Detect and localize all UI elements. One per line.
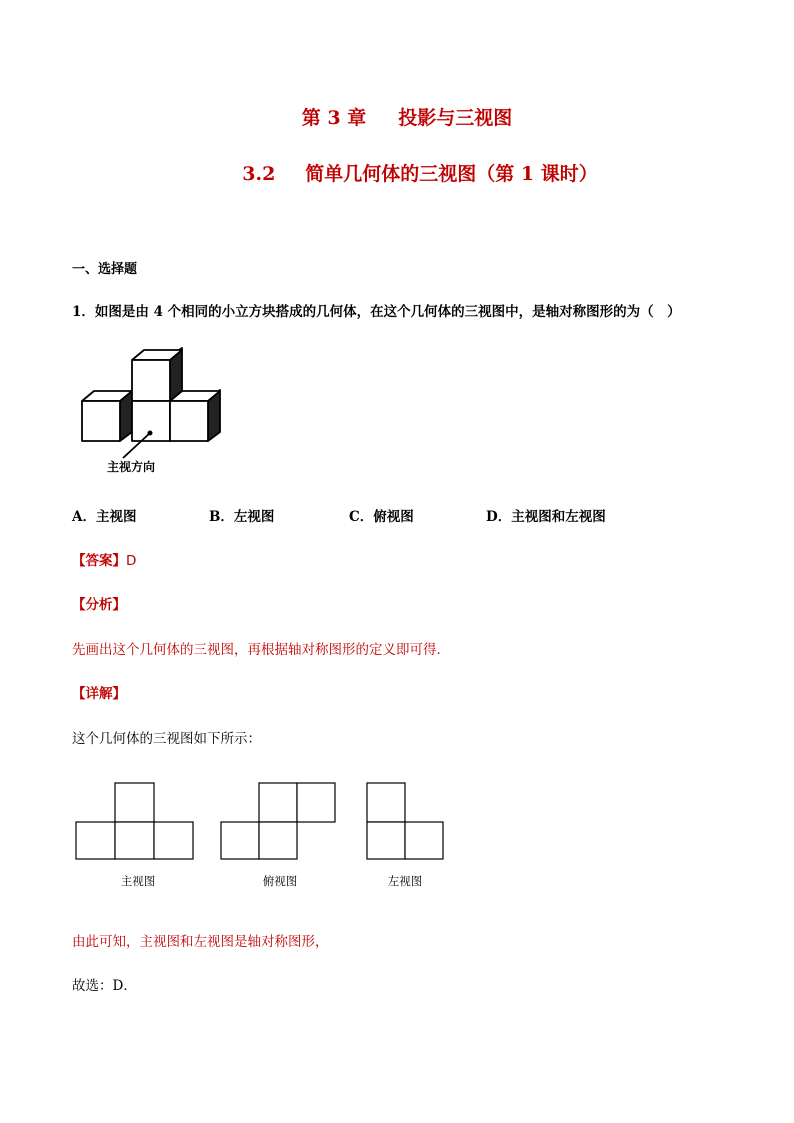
option-c: C．俯视图 xyxy=(349,509,414,525)
left-view xyxy=(367,783,443,859)
answer-tag: 【答案】 xyxy=(72,553,126,569)
question-text: 1．如图是由 4 个相同的小立方块搭成的几何体，在这个几何体的三视图中，是轴对称图形的为（ ） xyxy=(72,304,681,320)
top-view-label: 俯视图 xyxy=(262,874,298,888)
top-view xyxy=(221,783,335,859)
direction-dot xyxy=(148,431,153,436)
front-view-label: 主视图 xyxy=(120,874,156,888)
left-view-label: 左视图 xyxy=(387,874,423,888)
detail-final: 故选：D． xyxy=(72,978,137,994)
cube-figure xyxy=(75,345,225,480)
chapter-title xyxy=(0,103,794,130)
section-heading: 一、选择题 xyxy=(72,262,138,277)
front-view xyxy=(76,783,193,859)
cube-front-face xyxy=(82,401,120,441)
answer-value: D xyxy=(126,553,137,569)
option-a: A．主视图 xyxy=(72,509,137,525)
option-b: B．左视图 xyxy=(209,509,275,525)
option-d: D．主视图和左视图 xyxy=(486,509,606,525)
section-number: 3.2 xyxy=(242,163,276,185)
section-name: 简单几何体的三视图（第 1 课时） xyxy=(305,163,598,185)
chapter-name: 投影与三视图 xyxy=(398,107,513,129)
cube-front-face xyxy=(170,401,208,441)
figure-label: 主视方向 xyxy=(107,460,156,474)
detail-conclusion: 由此可知，主视图和左视图是轴对称图形， xyxy=(72,934,329,950)
detail-tag: 【详解】 xyxy=(72,686,126,702)
three-views-figure xyxy=(70,778,460,893)
chapter-number: 第 3 章 xyxy=(301,107,367,129)
answer-line xyxy=(72,549,136,569)
analysis-text: 先画出这个几何体的三视图，再根据轴对称图形的定义即可得． xyxy=(72,642,450,658)
section-title xyxy=(0,159,794,186)
analysis-tag: 【分析】 xyxy=(72,597,126,613)
detail-intro: 这个几何体的三视图如下所示： xyxy=(72,731,261,747)
cube-front-face xyxy=(132,360,170,401)
